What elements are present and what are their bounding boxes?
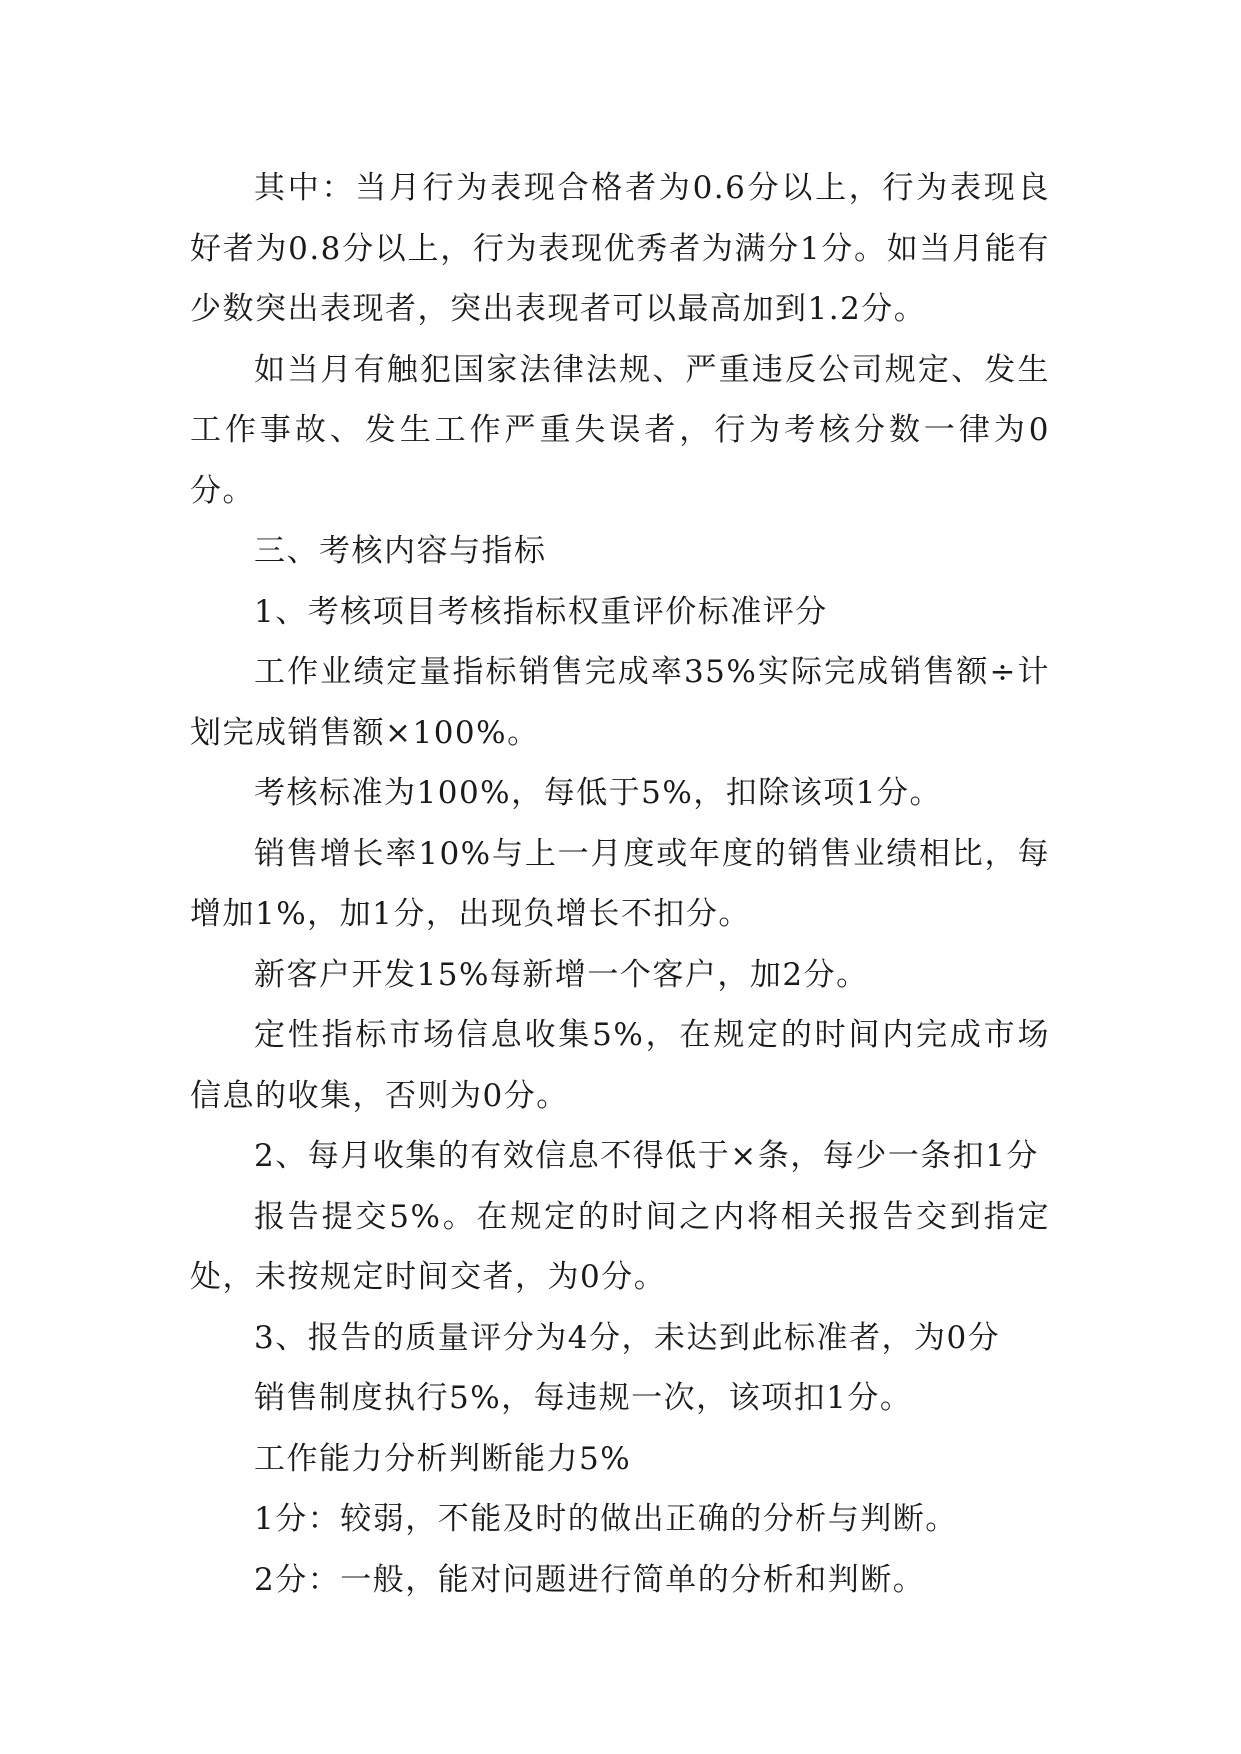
paragraph-item-1-header: 1、考核项目考核指标权重评价标准评分 — [254, 593, 828, 630]
paragraph-sales-policy: 销售制度执行5%，每违规一次，该项扣1分。 — [254, 1380, 913, 1416]
paragraph-behavior-score-levels: 其中：当月行为表现合格者为0.6分以上，行为表现良好者为0.8分以上，行为表现优秀者为满分1分。如当月能有少数突出表现者，突出表现者可以最高加到1.2分。 — [190, 170, 1050, 327]
section-heading-assessment-content: 三、考核内容与指标 — [254, 533, 547, 569]
paragraph-sales-completion-rate: 工作业绩定量指标销售完成率35%实际完成销售额÷计划完成销售额×100%。 — [190, 654, 1050, 751]
paragraph-report-submission: 报告提交5%。在规定的时间之内将相关报告交到指定处，未按规定时间交者，为0分。 — [190, 1198, 1050, 1295]
document-body — [190, 158, 1050, 1610]
paragraph-score-2: 2分：一般，能对问题进行简单的分析和判断。 — [254, 1561, 926, 1598]
paragraph-score-1: 1分：较弱，不能及时的做出正确的分析与判断。 — [254, 1501, 958, 1537]
paragraph-violation-rule: 如当月有触犯国家法律法规、严重违反公司规定、发生工作事故、发生工作严重失误者，行为考核分数一律为0分。 — [190, 351, 1050, 509]
paragraph-item-3: 3、报告的质量评分为4分，未达到此标准者，为0分 — [254, 1319, 1001, 1356]
paragraph-new-customer: 新客户开发15%每新增一个客户，加2分。 — [254, 956, 869, 993]
paragraph-item-2: 2、每月收集的有效信息不得低于×条，每少一条扣1分 — [254, 1138, 1039, 1174]
paragraph-assessment-standard: 考核标准为100%，每低于5%，扣除该项1分。 — [254, 775, 943, 811]
paragraph-sales-growth-rate: 销售增长率10%与上一月度或年度的销售业绩相比，每增加1%，加1分，出现负增长不扣分。 — [190, 835, 1050, 932]
paragraph-work-ability: 工作能力分析判断能力5% — [254, 1440, 632, 1477]
paragraph-market-info: 定性指标市场信息收集5%，在规定的时间内完成市场信息的收集，否则为0分。 — [190, 1017, 1050, 1114]
